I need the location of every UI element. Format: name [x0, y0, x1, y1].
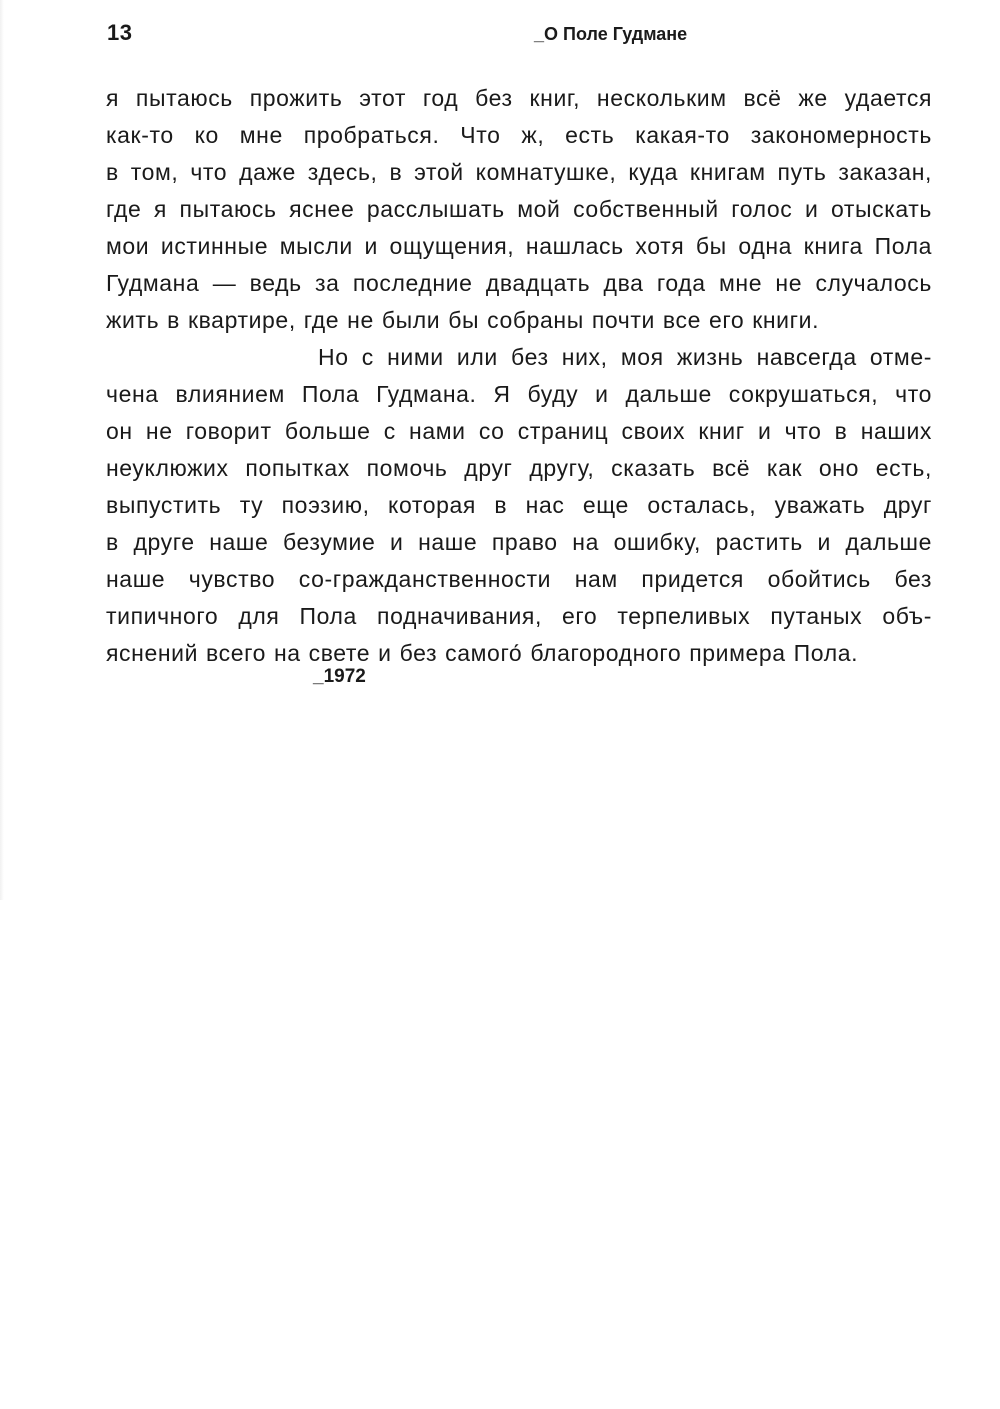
- text-line: неуклюжих попытках помочь друг другу, сказать всё как оно есть,: [106, 455, 932, 481]
- page-number: 13: [107, 20, 133, 45]
- text-line: типичного для Пола подначивания, его терпеливых путаных объ-: [106, 603, 932, 629]
- text-line: в друге наше безумие и наше право на ошибку, растить и дальше: [106, 529, 932, 555]
- text-line: Гудмана — ведь за последние двадцать два года мне не случалось: [106, 270, 932, 296]
- text-line: как-то ко мне пробраться. Что ж, есть какая-то закономерность: [106, 122, 932, 148]
- text-line: жить в квартире, где не были бы собраны почти все его книги.: [106, 307, 820, 333]
- essay-date: _1972: [313, 666, 366, 687]
- text-line: в том, что даже здесь, в этой комнатушке, куда книгам путь заказан,: [106, 159, 932, 185]
- page-edge-shadow: [0, 0, 4, 900]
- text-line: он не говорит больше с нами со страниц своих книг и что в наших: [106, 418, 932, 444]
- body-text: [106, 80, 932, 672]
- text-line: Но с ними или без них, моя жизнь навсегда отме-: [318, 344, 932, 370]
- running-head: _О Поле Гудмане: [534, 24, 688, 44]
- text-line: мои истинные мысли и ощущения, нашлась хотя бы одна книга Пола: [106, 233, 932, 259]
- text-line: где я пытаюсь яснее расслышать мой собственный голос и отыскать: [106, 196, 932, 222]
- text-line: яснений всего на свете и без самого́ благородного примера Пола.: [106, 640, 859, 666]
- text-line: выпустить ту поэзию, которая в нас еще осталась, уважать друг: [106, 492, 932, 518]
- text-line: чена влиянием Пола Гудмана. Я буду и дальше сокрушаться, что: [106, 381, 932, 407]
- text-line: я пытаюсь прожить этот год без книг, нескольким всё же удается: [106, 85, 932, 111]
- text-line: наше чувство со-гражданственности нам придется обойтись без: [106, 566, 932, 592]
